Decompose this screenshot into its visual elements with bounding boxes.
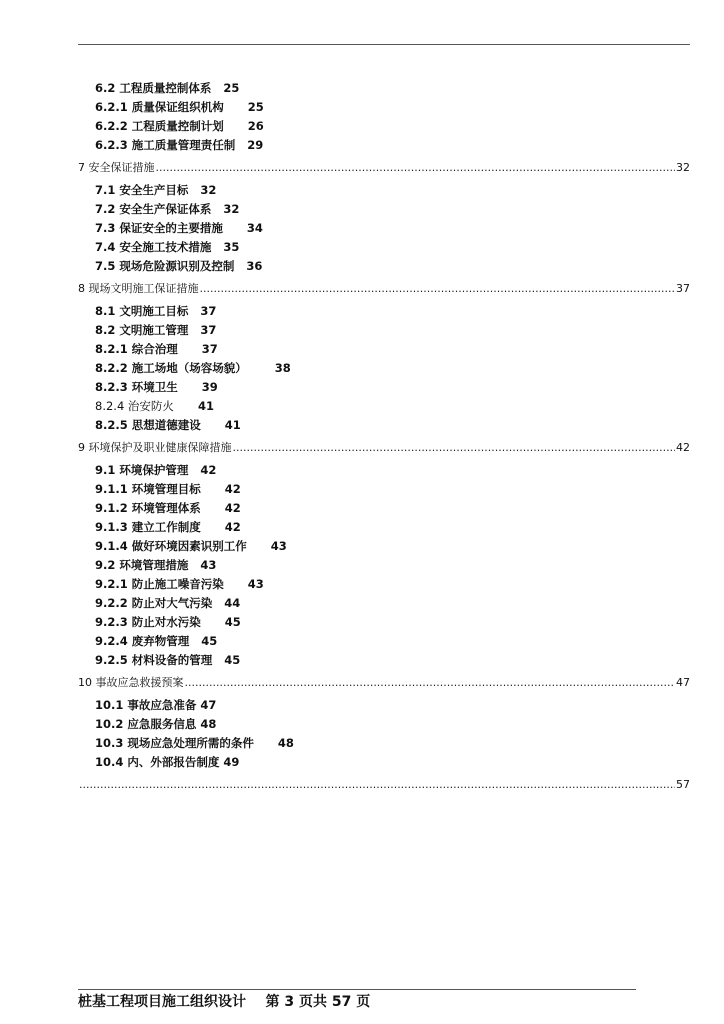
toc-entry-9-1[interactable]: [95, 461, 724, 480]
toc-chapter-page: 32: [676, 161, 690, 174]
toc-chapter-title: 8 现场文明施工保证措施: [78, 282, 199, 295]
toc-entry-title: 7.4 安全施工技术措施: [95, 240, 212, 254]
toc-entry-9-1-3[interactable]: [95, 518, 724, 537]
toc-entry-7-4[interactable]: [95, 238, 724, 257]
toc-entry-page: 48: [277, 736, 294, 750]
toc-entry-9-2[interactable]: [95, 556, 724, 575]
toc-entry-title: 9.2.2 防止对大气污染: [95, 596, 213, 610]
toc-entry-title: 9.2.3 防止对水污染: [95, 615, 201, 629]
toc-entry-title: 9.1.4 做好环境因素识别工作: [95, 539, 247, 553]
toc-entry-title: 9.1.3 建立工作制度: [95, 520, 201, 534]
toc-entry-title: 6.2.1 质量保证组织机构: [95, 100, 224, 114]
toc-entry-page: 29: [247, 138, 264, 152]
toc-entry-title: 6.2.3 施工质量管理责任制: [95, 138, 236, 152]
toc-entry-title: 10.4 内、外部报告制度: [95, 755, 220, 769]
toc-entry-page: 41: [224, 418, 241, 432]
toc-entry-page: 35: [223, 240, 240, 254]
toc-entry-title: 8.1 文明施工目标: [95, 304, 189, 318]
toc-entry-page: 44: [224, 596, 241, 610]
toc-entry-page: 37: [200, 304, 217, 318]
toc-entry-page: 48: [200, 717, 217, 731]
toc-entry-title: 8.2.1 综合治理: [95, 342, 178, 356]
toc-chapter-page: 42: [676, 441, 690, 454]
toc-entry-8-2-2[interactable]: [95, 359, 724, 378]
toc-entry-9-1-2[interactable]: [95, 499, 724, 518]
header-rule: [78, 44, 690, 45]
toc-chapter-title: 9 环境保护及职业健康保障措施: [78, 441, 232, 454]
toc-chapter-title: 10 事故应急救援预案: [78, 676, 184, 689]
toc-entry-page: 42: [224, 520, 241, 534]
dot-leader: [79, 772, 675, 798]
toc-entry-page: 43: [270, 539, 287, 553]
toc-entry-page: 43: [200, 558, 217, 572]
toc-entry-page: 43: [247, 577, 264, 591]
dot-leader: [233, 435, 676, 461]
toc-entry-page: 32: [223, 202, 240, 216]
toc-entry-title: 10.2 应急服务信息: [95, 717, 197, 731]
toc-entry-page: 25: [247, 100, 264, 114]
toc-entry-9-1-1[interactable]: [95, 480, 724, 499]
toc-entry-title: 7.1 安全生产目标: [95, 183, 189, 197]
dot-leader: [200, 276, 676, 302]
toc-entry-7-3[interactable]: [95, 219, 724, 238]
toc-chapter-7[interactable]: [78, 155, 690, 181]
toc-entry-page: 49: [223, 755, 240, 769]
toc-entry-title: 6.2.2 工程质量控制计划: [95, 119, 224, 133]
toc-entry-page: 42: [224, 482, 241, 496]
dot-leader: [185, 670, 676, 696]
toc-chapter-page: 37: [676, 282, 690, 295]
toc-chapter-page: 47: [676, 676, 690, 689]
toc-entry-9-2-3[interactable]: [95, 613, 724, 632]
toc-entry-page: 37: [201, 342, 218, 356]
toc-entry-6-2-1[interactable]: [95, 98, 724, 117]
toc-entry-9-2-5[interactable]: [95, 651, 724, 670]
toc-entry-9-2-2[interactable]: [95, 594, 724, 613]
toc-entry-page: 45: [201, 634, 218, 648]
toc-entry-page: 26: [247, 119, 264, 133]
toc-entry-title: 7.2 安全生产保证体系: [95, 202, 212, 216]
toc-entry-title: 7.3 保证安全的主要措施: [95, 221, 223, 235]
toc-entry-page: 34: [246, 221, 263, 235]
toc-entry-8-2[interactable]: [95, 321, 724, 340]
toc-chapter-8[interactable]: [78, 276, 690, 302]
toc-entry-9-1-4[interactable]: [95, 537, 724, 556]
footer-page-info: 第 3 页共 57 页: [265, 994, 371, 1010]
toc-entry-6-2-3[interactable]: [95, 136, 724, 155]
toc-entry-10-2[interactable]: [95, 715, 724, 734]
page-footer: [78, 991, 370, 1011]
toc-entry-page: 45: [224, 615, 241, 629]
footer-doc-title: 桩基工程项目施工组织设计: [78, 994, 246, 1010]
toc-entry-10-1[interactable]: [95, 696, 724, 715]
toc-entry-page: 39: [201, 380, 218, 394]
toc-entry-title: 6.2 工程质量控制体系: [95, 81, 212, 95]
toc-entry-page: 47: [200, 698, 217, 712]
toc-entry-8-2-3[interactable]: [95, 378, 724, 397]
toc-entry-title: 9.2.1 防止施工噪音污染: [95, 577, 224, 591]
toc-entry-title: 10.3 现场应急处理所需的条件: [95, 736, 254, 750]
toc-entry-7-5[interactable]: [95, 257, 724, 276]
toc-entry-title: 8.2 文明施工管理: [95, 323, 189, 337]
toc-entry-6-2[interactable]: [95, 79, 724, 98]
toc-last-entry[interactable]: [78, 772, 690, 798]
toc-entry-title: 8.2.2 施工场地（场容场貌）: [95, 361, 247, 375]
toc-entry-8-2-1[interactable]: [95, 340, 724, 359]
toc-entry-page: 45: [224, 653, 241, 667]
footer-rule: [78, 989, 636, 990]
toc-entry-8-2-5[interactable]: [95, 416, 724, 435]
table-of-contents: [0, 79, 724, 798]
toc-entry-8-2-4[interactable]: [95, 397, 724, 416]
toc-entry-title: 10.1 事故应急准备: [95, 698, 197, 712]
toc-chapter-title: 7 安全保证措施: [78, 161, 155, 174]
toc-entry-title: 8.2.4 治安防火: [95, 399, 174, 413]
toc-entry-page: 41: [197, 399, 214, 413]
toc-entry-title: 7.5 现场危险源识别及控制: [95, 259, 235, 273]
toc-entry-title: 8.2.5 思想道德建设: [95, 418, 201, 432]
toc-entry-title: 9.2.5 材料设备的管理: [95, 653, 213, 667]
toc-chapter-page: 57: [676, 778, 690, 791]
toc-entry-9-2-4[interactable]: [95, 632, 724, 651]
toc-entry-title: 9.1 环境保护管理: [95, 463, 189, 477]
toc-entry-title: 9.1.1 环境管理目标: [95, 482, 201, 496]
toc-entry-title: 9.2 环境管理措施: [95, 558, 189, 572]
toc-entry-7-2[interactable]: [95, 200, 724, 219]
toc-entry-page: 38: [274, 361, 291, 375]
toc-entry-9-2-1[interactable]: [95, 575, 724, 594]
toc-entry-8-1[interactable]: [95, 302, 724, 321]
toc-entry-6-2-2[interactable]: [95, 117, 724, 136]
toc-entry-page: 42: [200, 463, 217, 477]
toc-entry-10-3[interactable]: [95, 734, 724, 753]
toc-entry-page: 42: [224, 501, 241, 515]
dot-leader: [156, 155, 676, 181]
toc-chapter-10[interactable]: [78, 670, 690, 696]
toc-entry-7-1[interactable]: [95, 181, 724, 200]
toc-entry-page: 32: [200, 183, 217, 197]
toc-entry-page: 36: [246, 259, 263, 273]
toc-entry-title: 9.1.2 环境管理体系: [95, 501, 201, 515]
toc-entry-page: 25: [223, 81, 240, 95]
toc-entry-10-4[interactable]: [95, 753, 724, 772]
toc-chapter-9[interactable]: [78, 435, 690, 461]
toc-entry-title: 9.2.4 废弃物管理: [95, 634, 190, 648]
toc-entry-page: 37: [200, 323, 217, 337]
toc-entry-title: 8.2.3 环境卫生: [95, 380, 178, 394]
